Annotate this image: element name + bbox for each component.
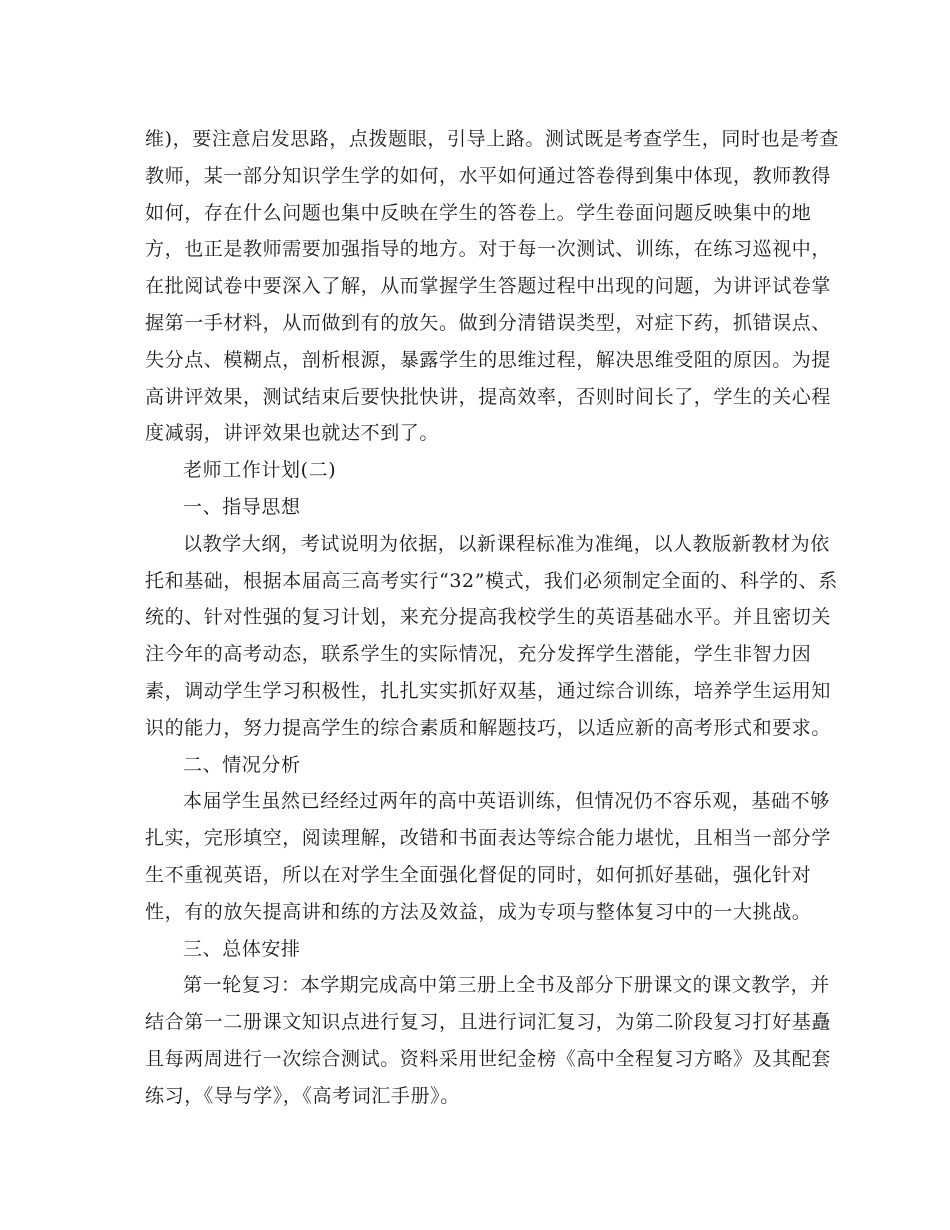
text-line: 以教学大纲，考试说明为依据，以新课程标准为准绳，以人教版新教材为依 (183, 532, 830, 555)
text-line: 结合第一二册课文知识点进行复习，且进行词汇复习，为第二阶段复习打好基矗 (145, 1011, 832, 1034)
text-line: 性，有的放矢提高讲和练的方法及效益，成为专项与整体复习中的一大挑战。 (145, 900, 812, 923)
text-line: 维)，要注意启发思路，点拨题眼，引导上路。测试既是考查学生，同时也是考查 (145, 128, 840, 150)
section-heading: 一、指导思想 (183, 495, 301, 518)
section-heading: 三、总体安排 (183, 937, 301, 960)
text-line: 第一轮复习：本学期完成高中第三册上全书及部分下册课文的课文教学，并 (183, 974, 830, 997)
text-line: 本届学生虽然已经经过两年的高中英语训练，但情况仍不容乐观，基础不够 (183, 790, 830, 813)
text-line: 生不重视英语，所以在对学生全面强化督促的同时，如何抓好基础，强化针对 (145, 863, 812, 886)
text-line: 统的、针对性强的复习计划，来充分提高我校学生的英语基础水平。并且密切关 (145, 606, 832, 629)
text-line: 识的能力，努力提高学生的综合素质和解题技巧，以适应新的高考形式和要求。 (145, 716, 832, 739)
document-body (145, 121, 840, 1115)
text-line: 扎实，完形填空，阅读理解，改错和书面表达等综合能力堪忧，且相当一部分学 (145, 827, 832, 850)
text-line: 素，调动学生学习积极性，扎扎实实抓好双基，通过综合训练，培养学生运用知 (145, 679, 832, 702)
section-heading: 二、情况分析 (183, 753, 301, 776)
text-line: 方，也正是教师需要加强指导的地方。对于每一次测试、训练，在练习巡视中， (145, 238, 832, 261)
text-line: 在批阅试卷中要深入了解，从而掌握学生答题过程中出现的问题，为讲评试卷掌 (145, 275, 832, 298)
text-line: 失分点、模糊点，剖析根源，暴露学生的思维过程，解决思维受阻的原因。为提 (145, 348, 832, 371)
text-line: 握第一手材料，从而做到有的放矢。做到分清错误类型，对症下药，抓错误点、 (145, 311, 832, 334)
text-line: 练习，《导与学》，《高考词汇手册》。 (145, 1084, 460, 1107)
text-line: 托和基础，根据本届高三高考实行“32”模式，我们必须制定全面的、科学的、系 (145, 569, 838, 592)
text-line: 注今年的高考动态，联系学生的实际情况，充分发挥学生潜能，学生非智力因 (145, 643, 812, 666)
text-line: 教师，某一部分知识学生学的如何，水平如何通过答卷得到集中体现，教师教得 (145, 164, 832, 187)
text-line: 高讲评效果，测试结束后要快批快讲，提高效率，否则时间长了，学生的关心程 (145, 385, 832, 408)
section-title: 老师工作计划(二) (183, 459, 337, 482)
text-line: 度减弱，讲评效果也就达不到了。 (145, 422, 440, 445)
text-line: 且每两周进行一次综合测试。资料采用世纪金榜《高中全程复习方略》及其配套 (145, 1047, 832, 1070)
text-line: 如何，存在什么问题也集中反映在学生的答卷上。学生卷面问题反映集中的地 (145, 201, 812, 224)
